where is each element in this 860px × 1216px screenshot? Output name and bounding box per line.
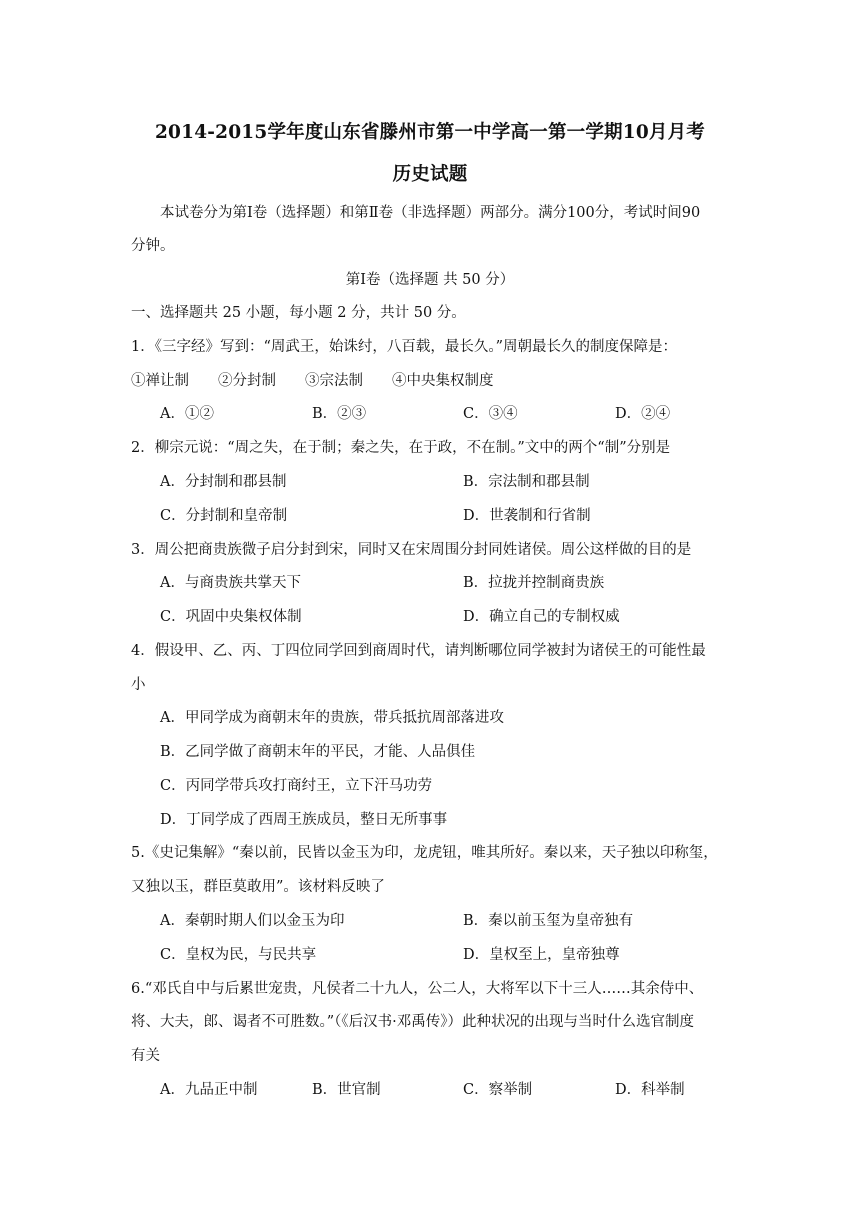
question-5-option-b: B．秦以前玉玺为皇帝独有 <box>463 913 634 929</box>
question-2-option-a: A．分封制和郡县制 <box>160 474 287 490</box>
question-4-option-a: A．甲同学成为商朝末年的贵族，带兵抵抗周部落进攻 <box>160 710 504 726</box>
exam-subject-title: 历史试题 <box>392 164 468 185</box>
question-6-option-a: A．九品正中制 <box>160 1082 258 1098</box>
question-5-option-a: A．秦朝时期人们以金玉为印 <box>160 913 345 929</box>
question-3-stem: 3．周公把商贵族微子启分封到宋，同时又在宋周围分封同姓诸侯。周公这样做的目的是 <box>131 542 692 558</box>
question-1-option-c: C．③④ <box>463 406 518 422</box>
question-3-option-a: A．与商贵族共掌天下 <box>160 575 301 591</box>
intro-line-1: 本试卷分为第Ⅰ卷（选择题）和第Ⅱ卷（非选择题）两部分。满分100分，考试时间90 <box>160 205 701 221</box>
question-2-stem: 2．柳宗元说：“周之失，在于制；秦之失，在于政，不在制。”文中的两个“制”分别是 <box>131 440 671 456</box>
question-1-option-d: D．②④ <box>615 406 671 422</box>
question-1-stem: 1．《三字经》写到：“周武王，始诛纣，八百载，最长久。”周朝最长久的制度保障是： <box>131 339 678 355</box>
question-3-option-c: C．巩固中央集权体制 <box>160 609 302 625</box>
question-1-option-a: A．①② <box>160 406 214 422</box>
question-2-option-b: B．宗法制和郡县制 <box>463 474 590 490</box>
section-instruction: 一、选择题共 25 小题，每小题 2 分，共计 50 分。 <box>131 305 466 321</box>
question-6-option-c: C．察举制 <box>463 1082 533 1098</box>
intro-line-2: 分钟。 <box>131 238 175 254</box>
question-2-option-d: D．世袭制和行省制 <box>463 508 591 524</box>
question-3-option-d: D．确立自己的专制权威 <box>463 609 620 625</box>
question-4-option-b: B．乙同学做了商朝末年的平民，才能、人品俱佳 <box>160 744 476 760</box>
question-4-option-c: C．丙同学带兵攻打商纣王，立下汗马功劳 <box>160 778 433 794</box>
question-5-option-c: C．皇权为民，与民共享 <box>160 947 317 963</box>
question-6-stem-cont: 将、大夫，郎、谒者不可胜数。”（《后汉书·邓禹传》）此种状况的出现与当时什么选官制度 <box>131 1014 695 1030</box>
question-5-stem-cont: 又独以玉，群臣莫敢用”。该材料反映了 <box>131 879 385 895</box>
question-6-stem: 6.“邓氏自中与后累世宠贵，凡侯者二十九人，公二人，大将军以下十三人……其余侍中、 <box>131 981 704 997</box>
question-6-option-d: D．科举制 <box>615 1082 685 1098</box>
question-4-stem: 4．假设甲、乙、丙、丁四位同学回到商周时代，请判断哪位同学被封为诸侯王的可能性最 <box>131 643 706 659</box>
question-6-stem-cont-2: 有关 <box>131 1048 160 1064</box>
question-4-option-d: D．丁同学成了西周王族成员，整日无所事事 <box>160 812 448 828</box>
question-5-stem: 5.《史记集解》“秦以前，民皆以金玉为印，龙虎钮，唯其所好。秦以来，天子独以印称玺， <box>131 845 718 861</box>
question-5-option-d: D．皇权至上，皇帝独尊 <box>463 947 620 963</box>
question-6-option-b: B．世官制 <box>312 1082 381 1098</box>
question-4-stem-cont: 小 <box>131 677 146 693</box>
question-1-option-b: B．②③ <box>312 406 367 422</box>
section-heading: 第Ⅰ卷（选择题 共 50 分） <box>345 272 515 288</box>
question-1-choices-line: ①禅让制 ②分封制 ③宗法制 ④中央集权制度 <box>131 373 494 389</box>
exam-title: 2014-2015学年度山东省滕州市第一中学高一第一学期10月月考 <box>154 122 705 143</box>
question-3-option-b: B．拉拢并控制商贵族 <box>463 575 605 591</box>
question-2-option-c: C．分封制和皇帝制 <box>160 508 288 524</box>
